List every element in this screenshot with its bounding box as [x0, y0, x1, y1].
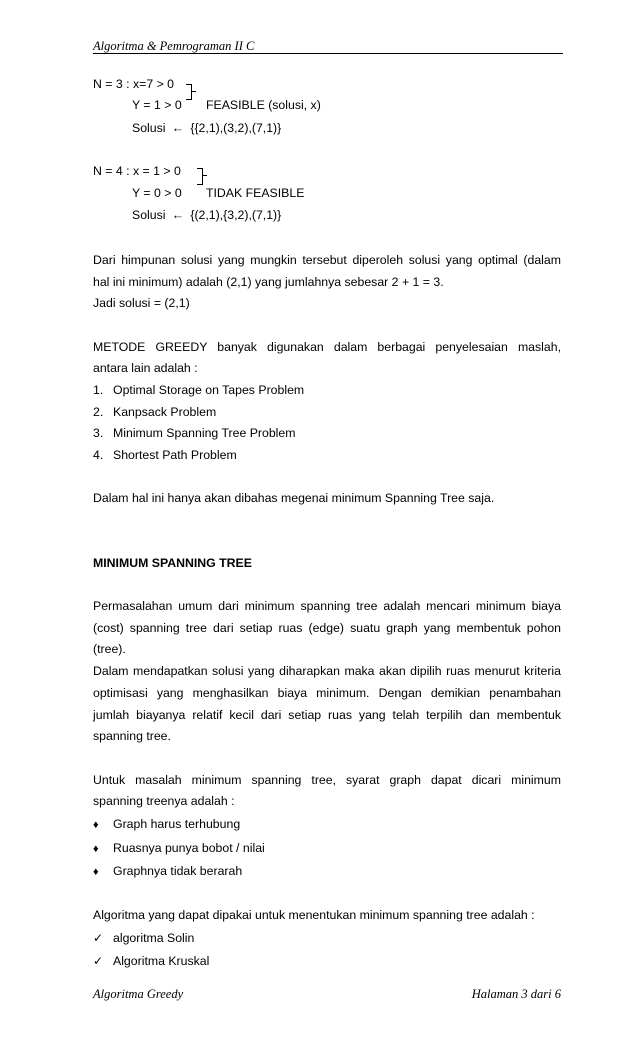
bullet-text: Ruasnya punya bobot / nilai: [113, 841, 265, 855]
para2-line2: antara lain adalah :: [93, 361, 198, 375]
solusi-value: {{2,1),(3,2),(7,1)}: [190, 121, 282, 135]
check-text: Algoritma Kruskal: [113, 954, 210, 968]
block2-line3: [132, 208, 281, 222]
list-text: Optimal Storage on Tapes Problem: [113, 383, 305, 397]
list-number: 1.: [93, 383, 104, 397]
solusi-value: {(2,1),{3,2),(7,1)}: [190, 208, 282, 222]
footer-left: Algoritma Greedy: [93, 987, 184, 1001]
block1-line3: [132, 121, 281, 135]
block2-brace-tip: [203, 175, 207, 176]
para1-line1: Dari himpunan solusi yang mungkin tersebut diperoleh solusi yang optimal (dalam: [93, 253, 561, 267]
list-item: [93, 931, 194, 945]
para4-line3: (tree).: [93, 642, 126, 656]
list-number: 3.: [93, 426, 104, 440]
left-arrow-icon: ←: [171, 121, 185, 135]
left-arrow-icon: ←: [171, 208, 185, 222]
list-text: Kanpsack Problem: [113, 405, 217, 419]
checkmark-icon: ✓: [93, 931, 104, 945]
list-item: [93, 426, 295, 440]
solusi-label: Solusi: [132, 121, 166, 135]
list-item: [93, 864, 242, 878]
block1-brace-tip: [192, 91, 196, 92]
diamond-bullet-icon: ♦: [93, 843, 99, 855]
solusi-label: Solusi: [132, 208, 166, 222]
para4-line1: Permasalahan umum dari minimum spanning tree adalah mencari minimum biaya: [93, 599, 561, 613]
list-number: 2.: [93, 405, 104, 419]
block1-line1: N = 3 : x=7 > 0: [93, 77, 175, 91]
block2-line2: Y = 0 > 0: [132, 186, 182, 200]
bullet-text: Graphnya tidak berarah: [113, 864, 243, 878]
para5-line4: spanning tree.: [93, 729, 171, 743]
check-text: algoritma Solin: [113, 931, 195, 945]
para5-line1: Dalam mendapatkan solusi yang diharapkan maka akan dipilih ruas menurut kriteria: [93, 664, 561, 678]
bullet-text: Graph harus terhubung: [113, 817, 241, 831]
diamond-bullet-icon: ♦: [93, 866, 99, 878]
list-item: [93, 954, 209, 968]
para2-line1: METODE GREEDY banyak digunakan dalam berbagai penyelesaian maslah,: [93, 340, 561, 354]
para1-line2: hal ini minimum) adalah (2,1) yang jumlahnya sebesar 2 + 1 = 3.: [93, 275, 444, 289]
page-header-title: Algoritma & Pemrograman II C: [93, 39, 255, 53]
checkmark-icon: ✓: [93, 954, 104, 968]
para4-line2: (cost) spanning tree dari setiap ruas (edge) suatu graph yang membentuk pohon: [93, 621, 561, 635]
list-number: 4.: [93, 448, 104, 462]
list-item: [93, 383, 304, 397]
list-item: [93, 817, 240, 831]
para6-line2: spanning treenya adalah :: [93, 794, 235, 808]
header-rule: [93, 53, 563, 54]
list-item: [93, 841, 265, 855]
block1-verdict: FEASIBLE (solusi, x): [206, 98, 321, 112]
footer-page-number: Halaman 3 dari 6: [471, 987, 561, 1001]
para1-line3: Jadi solusi = (2,1): [93, 296, 190, 310]
list-item: [93, 448, 237, 462]
list-text: Shortest Path Problem: [113, 448, 237, 462]
block2-verdict: TIDAK FEASIBLE: [206, 186, 305, 200]
para6-line1: Untuk masalah minimum spanning tree, syarat graph dapat dicari minimum: [93, 773, 561, 787]
para5-line3: jumlah biayanya relatif kecil dari setiap ruas yang telah terpilih dan membentuk: [93, 708, 561, 722]
block2-brace: [197, 168, 203, 185]
block1-brace: [186, 84, 192, 100]
para3: Dalam hal ini hanya akan dibahas megenai minimum Spanning Tree saja.: [93, 491, 495, 505]
block1-line2: Y = 1 > 0: [132, 98, 182, 112]
list-item: [93, 405, 216, 419]
block2-line1: N = 4 : x = 1 > 0: [93, 164, 181, 178]
para7: Algoritma yang dapat dipakai untuk menentukan minimum spanning tree adalah :: [93, 908, 535, 922]
para5-line2: optimisasi yang menghasilkan biaya minimum. Dengan demikian penambahan: [93, 686, 561, 700]
diamond-bullet-icon: ♦: [93, 819, 99, 831]
section-title: MINIMUM SPANNING TREE: [93, 556, 252, 570]
list-text: Minimum Spanning Tree Problem: [113, 426, 296, 440]
